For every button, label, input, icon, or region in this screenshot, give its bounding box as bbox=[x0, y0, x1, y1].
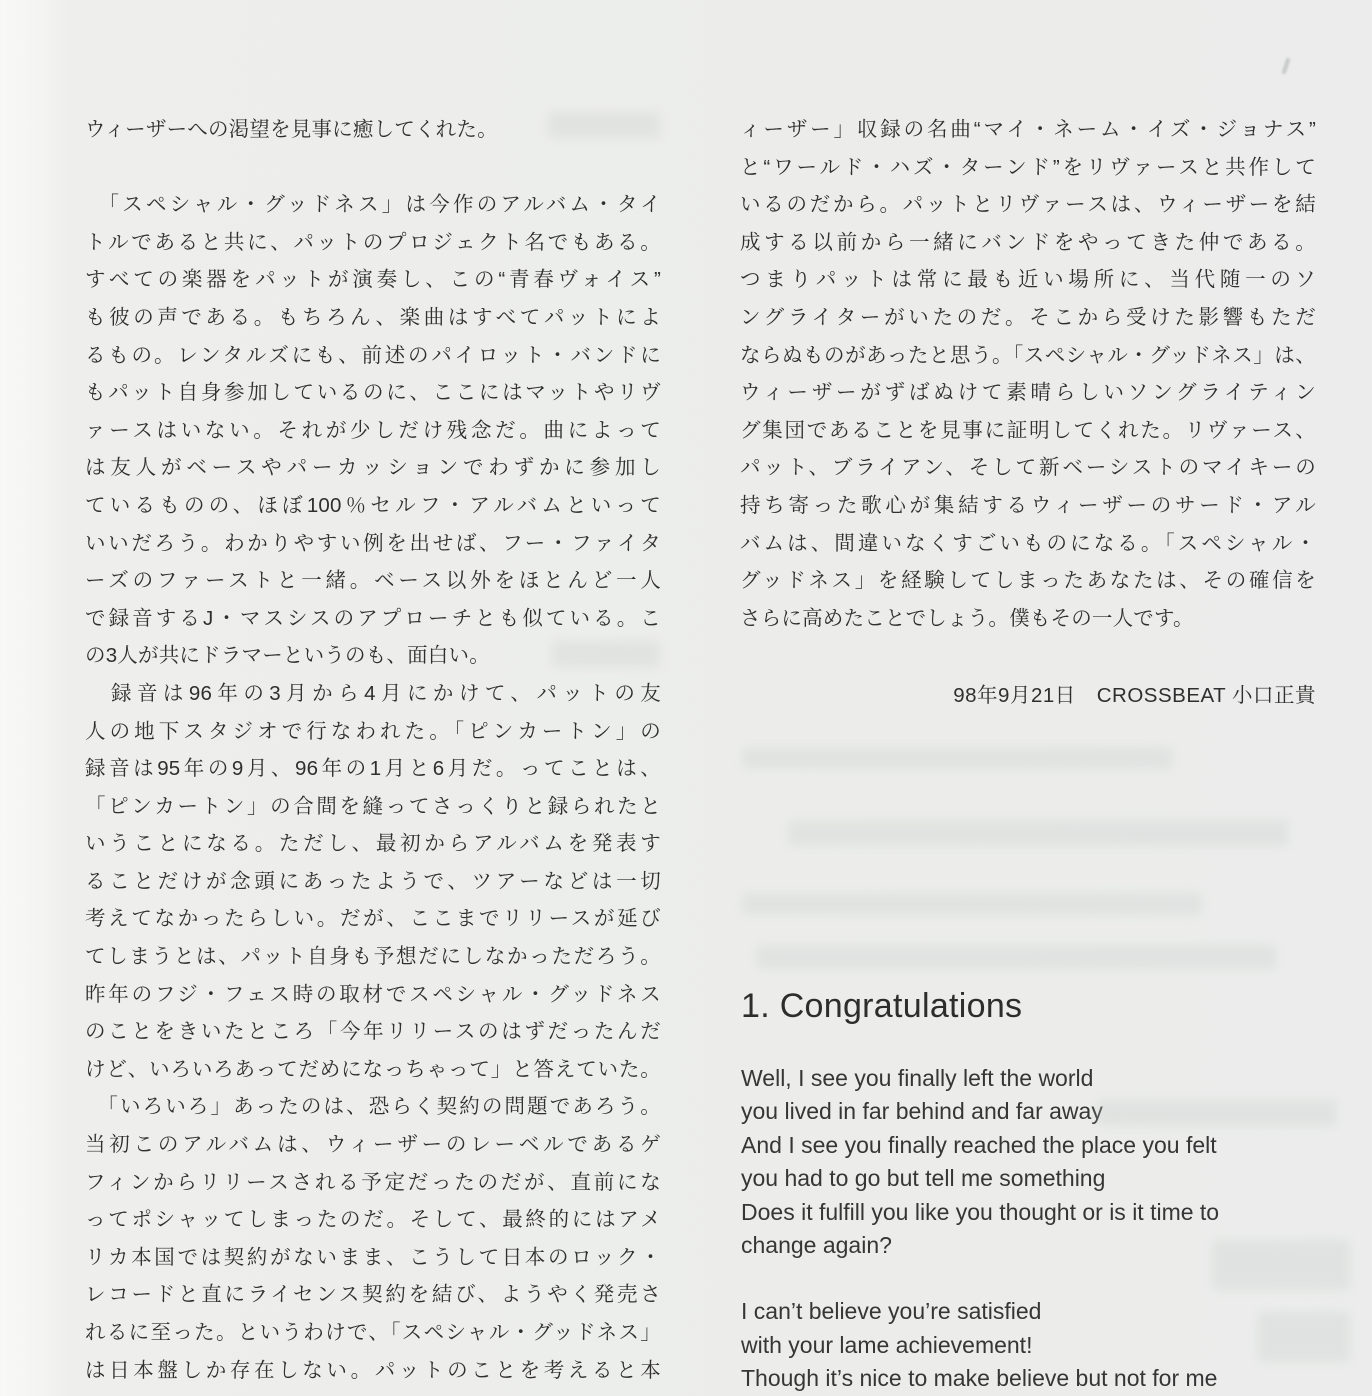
text-line: 成する以前から一緒にバンドをやってきた仲である。 bbox=[740, 230, 1316, 254]
text-line: Well, I see you finally left the world bbox=[741, 1065, 1094, 1091]
paragraph bbox=[85, 1088, 661, 1389]
show-through-ghost bbox=[788, 820, 1288, 846]
text-line: るもの。レンタルズにも、前述のパイロット・バンドに bbox=[85, 343, 661, 367]
text-line: グッドネス」を経験してしまったあなたは、その確信を bbox=[740, 569, 1316, 593]
text-line: いるのだから。パットとリヴァースは、ウィーザーを結 bbox=[740, 193, 1316, 217]
text-line: I can’t believe you’re satisfied bbox=[741, 1298, 1042, 1325]
text-line: ングライターがいたのだ。そこから受けた影響もただ bbox=[740, 305, 1316, 329]
text-line: フィンからリリースされる予定だったのだが、直前にな bbox=[85, 1170, 661, 1194]
text-line: も彼の声である。もちろん、楽曲はすべてパットによ bbox=[85, 305, 661, 329]
text-line: の3人が共にドラマーというのも、面白い。 bbox=[85, 644, 490, 668]
text-line: ィーザー」収録の名曲“マイ・ネーム・イズ・ジョナス” bbox=[740, 118, 1316, 141]
text-line: のことをきいたところ「今年リリースのはずだったんだ bbox=[85, 1020, 661, 1044]
text-line: バムは、間違いなくすごいものになる。「スペシャル・ bbox=[740, 531, 1316, 555]
show-through-ghost bbox=[756, 945, 1276, 969]
text-line: ァースはいない。それが少しだけ残念だ。曲によって bbox=[85, 418, 661, 442]
show-through-ghost bbox=[742, 893, 1202, 915]
text-line: グ集団であることを見事に証明してくれた。リヴァース、 bbox=[740, 418, 1316, 442]
text-line: 考えてなかったらしい。だが、ここまでリリースが延び bbox=[85, 907, 661, 931]
text-line: レコードと直にライセンス契約を結び、ようやく発売さ bbox=[85, 1283, 661, 1307]
text-line: you had to go but tell me something bbox=[741, 1165, 1106, 1192]
text-line: 録音は96年の3月から4月にかけて、パットの友 bbox=[85, 681, 661, 705]
lyrics-stanza bbox=[741, 1295, 1351, 1395]
paragraph bbox=[85, 186, 661, 675]
text-line: 当初このアルバムは、ウィーザーのレーベルであるゲ bbox=[85, 1133, 661, 1157]
text-line: ウィーザーがずばぬけて素晴らしいソングライティン bbox=[740, 381, 1316, 405]
text-line: トルであると共に、パットのプロジェクト名でもある。 bbox=[85, 230, 661, 254]
text-line: 「いろいろ」あったのは、恐らく契約の問題であろう。 bbox=[85, 1095, 661, 1119]
paragraph bbox=[85, 675, 661, 1089]
text-line: ならぬものがあったと思う。「スペシャル・グッドネス」は、 bbox=[740, 343, 1316, 367]
text-line: change again? bbox=[741, 1231, 892, 1258]
text-line: 昨年のフジ・フェス時の取材でスペシャル・グッドネス bbox=[85, 982, 661, 1006]
text-line: 「ピンカートン」の合間を縫ってさっくりと録られたと bbox=[85, 794, 661, 818]
text-line: パット、ブライアン、そして新ベーシストのマイキーの bbox=[740, 456, 1316, 480]
text-line: 持ち寄った歌心が集結するウィーザーのサード・アル bbox=[740, 493, 1316, 517]
text-line: ているものの、ほぼ100％セルフ・アルバムといって bbox=[85, 493, 661, 517]
text-line: は日本盤しか存在しない。パットのことを考えると本 bbox=[85, 1358, 661, 1382]
show-through-ghost bbox=[742, 747, 1172, 769]
paragraph bbox=[740, 111, 1316, 637]
left-column bbox=[85, 111, 661, 1389]
text-line: は友人がベースやパーカッションでわずかに参加し bbox=[85, 456, 661, 480]
text-line: てしまうとは、パット自身も予想だにしなかっただろう。 bbox=[85, 945, 661, 969]
paper-speck bbox=[1282, 58, 1291, 74]
lyrics-section bbox=[741, 986, 1351, 1396]
text-line: you lived in far behind and far away bbox=[741, 1098, 1103, 1125]
text-line: つまりパットは常に最も近い場所に、当代随一のソ bbox=[740, 268, 1316, 292]
date-credit-byline: 98年9月21日 CROSSBEAT 小口正貴 bbox=[953, 684, 1316, 708]
text-line: と“ワールド・ハズ・ターンド”をリヴァースと共作して bbox=[740, 155, 1316, 179]
text-line: Though it’s nice to make believe but not for me bbox=[741, 1365, 1218, 1392]
text-line: れるに至った。というわけで、「スペシャル・グッドネス」 bbox=[85, 1321, 661, 1344]
text-line: もパット自身参加しているのに、ここにはマットやリヴ bbox=[85, 381, 661, 405]
text-line: ることだけが念頭にあったようで、ツアーなどは一切 bbox=[85, 869, 661, 893]
lyrics-stanza bbox=[741, 1062, 1351, 1262]
text-line: いいだろう。わかりやすい例を出せば、フー・ファイタ bbox=[85, 531, 661, 555]
text-line: で録音するJ・マスシスのアプローチとも似ている。こ bbox=[85, 606, 661, 630]
right-column bbox=[740, 111, 1316, 715]
text-line: 「スペシャル・グッドネス」は今作のアルバム・タイ bbox=[85, 193, 661, 217]
text-line: with your lame achievement! bbox=[741, 1331, 1033, 1358]
track-title: 1. Congratulations bbox=[741, 987, 1023, 1025]
text-line: 人の地下スタジオで行なわれた。「ピンカートン」の bbox=[85, 719, 661, 743]
text-line: すべての楽器をパットが演奏し、この“青春ヴォイス” bbox=[85, 268, 661, 292]
text-line: Does it fulfill you like you thought or is it time to bbox=[741, 1198, 1220, 1225]
text-line: ウィーザーへの渇望を見事に癒してくれた。 bbox=[85, 118, 498, 141]
text-line: ってポシャッてしまったのだ。そして、最終的にはアメ bbox=[85, 1208, 661, 1232]
text-line: 録音は95年の9月、96年の1月と6月だ。ってことは、 bbox=[85, 757, 661, 781]
text-line: ーズのファーストと一緒。ベース以外をほとんど一人 bbox=[85, 569, 661, 593]
text-line: さらに高めたことでしょう。僕もその一人です。 bbox=[740, 606, 1194, 630]
text-line: けど、いろいろあってだめになっちゃって」と答えていた。 bbox=[85, 1057, 661, 1081]
text-line: And I see you finally reached the place you felt bbox=[741, 1131, 1217, 1158]
text-line: リカ本国では契約がないまま、こうして日本のロック・ bbox=[85, 1245, 661, 1269]
text-line: いうことになる。ただし、最初からアルバムを発表す bbox=[85, 832, 661, 856]
paragraph bbox=[85, 111, 661, 149]
